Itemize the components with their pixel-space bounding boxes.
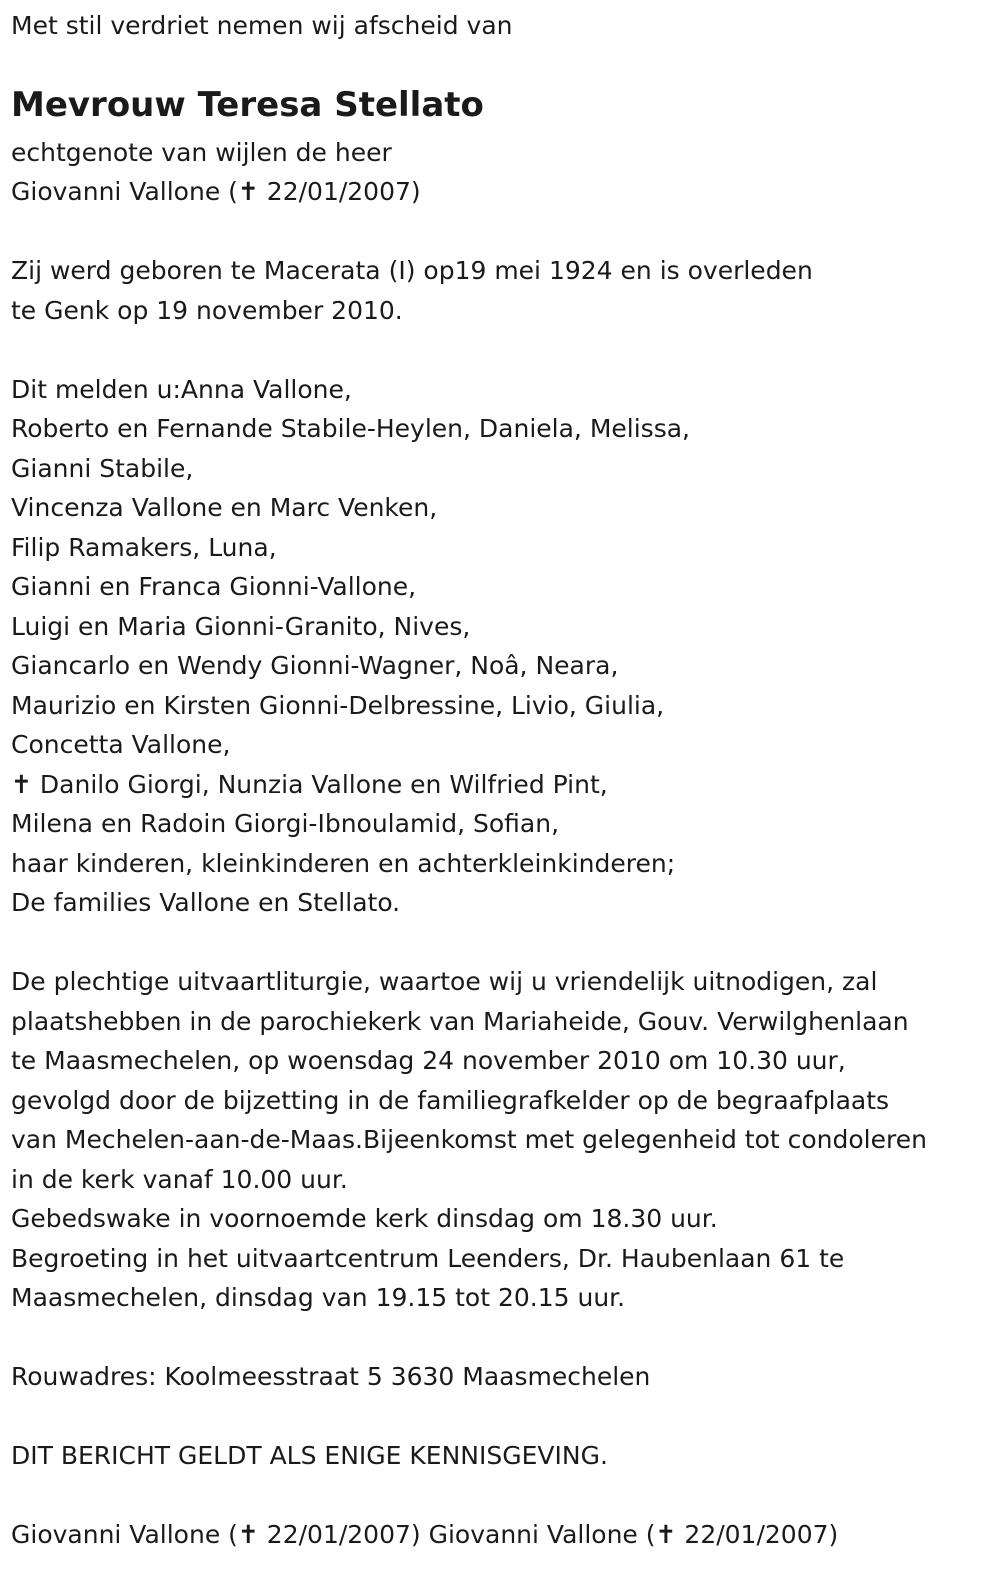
family-line: Luigi en Maria Gionni-Granito, Nives, [11, 611, 471, 641]
family-line: Gianni Stabile, [11, 453, 194, 483]
spouse-line-2 [11, 172, 991, 212]
spouse-line-1: echtgenote van wijlen de heer [11, 137, 392, 167]
ceremony-line: Begroeting in het uitvaartcentrum Leenders, Dr. Haubenlaan 61 te [11, 1243, 845, 1273]
ceremony-line: plaatshebben in de parochiekerk van Mariaheide, Gouv. Verwilghenlaan [11, 1006, 909, 1036]
ceremony-line: van Mechelen-aan-de-Maas.Bijeenkomst met gelegenheid tot condoleren [11, 1125, 927, 1154]
family-line-text: Danilo Giorgi, Nunzia Vallone en Wilfried Pint, [31, 769, 608, 799]
mourning-address: Rouwadres: Koolmeesstraat 5 3630 Maasmechelen [11, 1362, 651, 1391]
family-line: Giancarlo en Wendy Gionni-Wagner, Noâ, Neara, [11, 651, 619, 680]
ceremony-line: Gebedswake in voornoemde kerk dinsdag om 18.30 uur. [11, 1204, 718, 1233]
footer-text-2: 22/01/2007) Giovanni Vallone ( [258, 1520, 656, 1549]
family-line: Filip Ramakers, Luna, [11, 532, 277, 562]
cross-icon: ✝ [237, 1520, 259, 1549]
spouse-name-text: Giovanni Vallone ( [11, 177, 238, 206]
footer-text-3: 22/01/2007) [676, 1520, 839, 1549]
footer-text-1: Giovanni Vallone ( [11, 1520, 238, 1549]
cross-icon: ✝ [237, 177, 259, 206]
birth-line-1: Zij werd geboren te Macerata (I) op19 mei 1924 en is overleden [11, 256, 813, 285]
family-line: Roberto en Fernande Stabile-Heylen, Daniela, Melissa, [11, 414, 690, 443]
ceremony-line: Maasmechelen, dinsdag van 19.15 tot 20.15 uur. [11, 1283, 626, 1312]
ceremony-line: in de kerk vanaf 10.00 uur. [11, 1164, 348, 1194]
family-line: Maurizio en Kirsten Gionni-Delbressine, Livio, Giulia, [11, 690, 665, 720]
family-line: De families Vallone en Stellato. [11, 888, 401, 917]
family-line: Milena en Radoin Giorgi-Ibnoulamid, Sofian, [11, 809, 560, 838]
intro-text: Met stil verdriet nemen wij afscheid van [11, 11, 513, 40]
family-line: Concetta Vallone, [11, 730, 231, 759]
cross-icon: ✝ [655, 1520, 677, 1549]
ceremony-line: gevolgd door de bijzetting in de familiegrafkelder op de begraafplaats [11, 1085, 890, 1115]
family-line: Vincenza Vallone en Marc Venken, [11, 493, 438, 522]
spouse-death-date: 22/01/2007) [258, 177, 421, 206]
ceremony-line: De plechtige uitvaartliturgie, waartoe wij u vriendelijk uitnodigen, zal [11, 967, 878, 996]
family-line [11, 765, 991, 805]
birth-line-2: te Genk op 19 november 2010. [11, 295, 403, 325]
notice-statement: DIT BERICHT GELDT ALS ENIGE KENNISGEVING. [11, 1441, 608, 1470]
cross-icon: ✝ [11, 769, 32, 799]
family-line: haar kinderen, kleinkinderen en achterkleinkinderen; [11, 848, 676, 878]
deceased-name: Mevrouw Teresa Stellato [11, 84, 484, 125]
obituary-notice [11, 0, 991, 1555]
family-line: Gianni en Franca Gionni-Vallone, [11, 572, 417, 601]
footer-line [11, 1515, 991, 1555]
ceremony-line: te Maasmechelen, op woensdag 24 november 2010 om 10.30 uur, [11, 1046, 846, 1075]
family-line: Dit melden u:Anna Vallone, [11, 374, 352, 404]
